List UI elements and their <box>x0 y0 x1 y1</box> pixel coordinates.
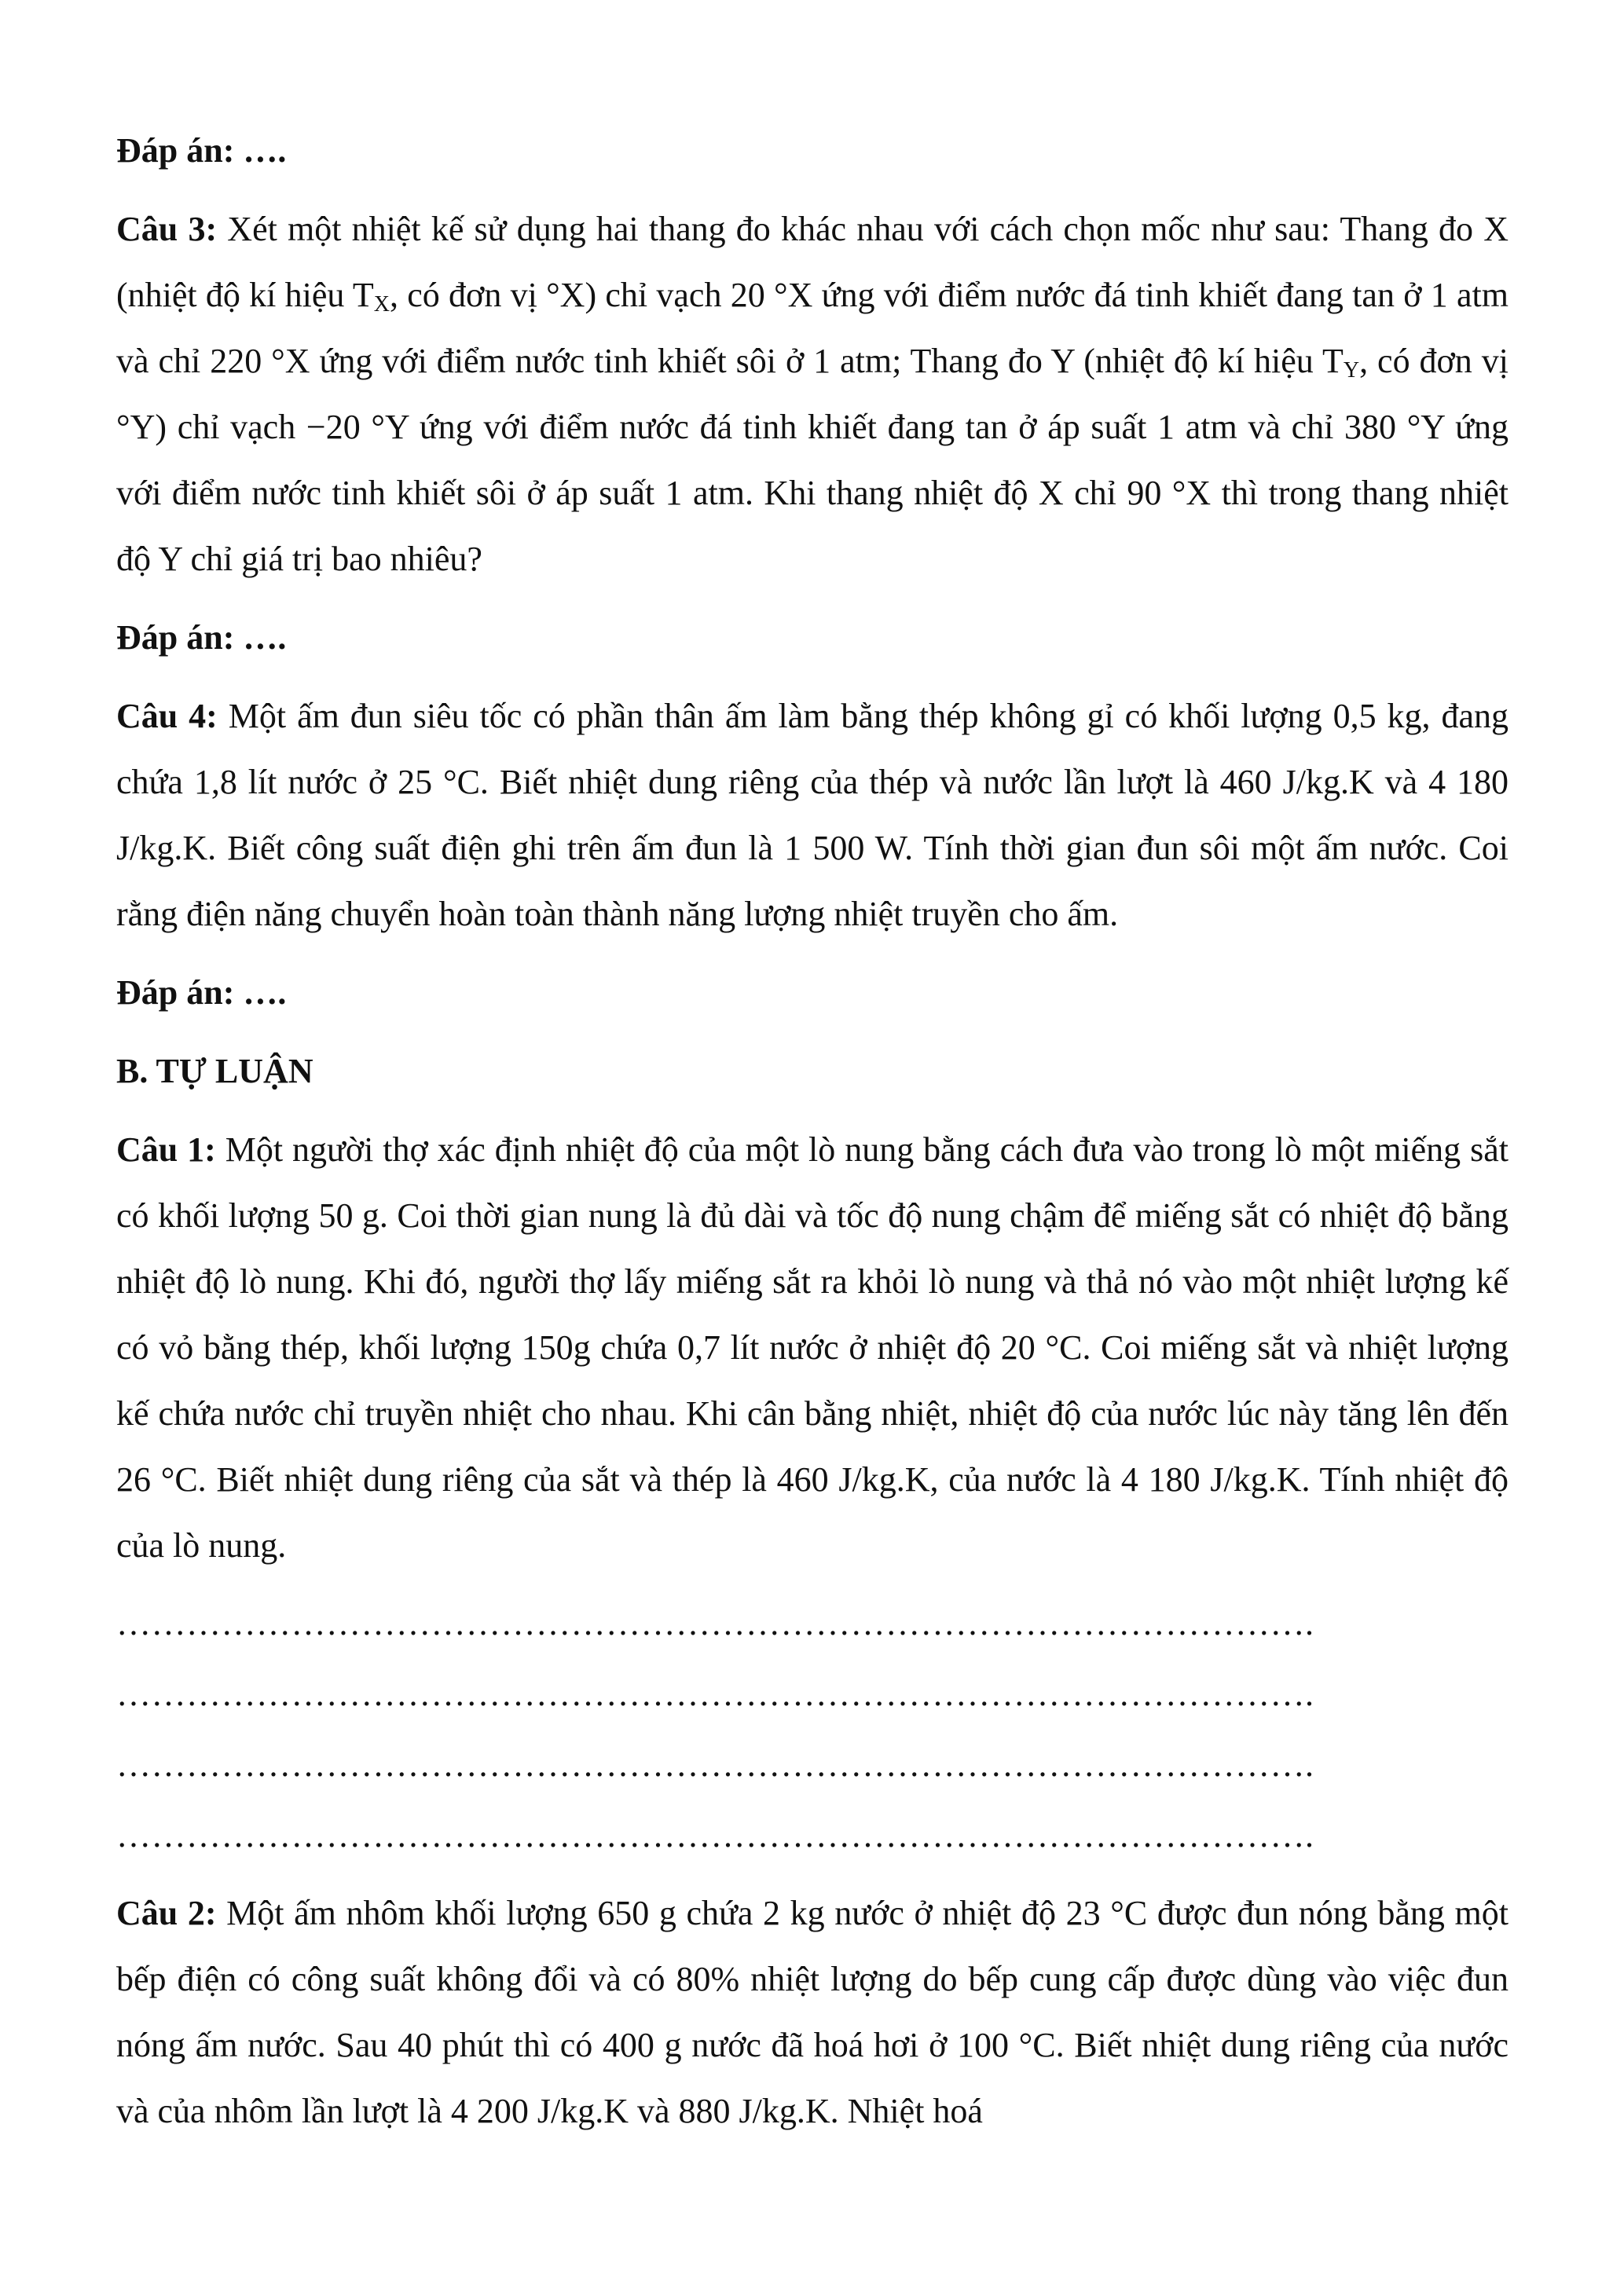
answer-line-q2: Đáp án: …. <box>116 131 287 170</box>
question-3 <box>116 196 1509 592</box>
essay-question-1 <box>116 1117 1509 1579</box>
subscript-x: X <box>373 292 390 317</box>
answer-line-q3: Đáp án: …. <box>116 618 287 657</box>
essay-question-1-text: Một người thợ xác định nhiệt độ của một lò nung bằng cách đưa vào trong lò một miếng sắt có khối lượng 50 g. Coi thời gian nung là đủ dài và tốc độ nung chậm để miếng sắt có nhiệt độ bằng nhiệt độ lò nung. Khi đó, người thợ lấy miếng sắt ra khỏi lò nung và thả nó vào một nhiệt lượng kế có vỏ bằng thép, khối lượng 150g chứa 0,7 lít nước ở nhiệt độ 20 °C. Coi miếng sắt và nhiệt lượng kế chứa nước chỉ truyền nhiệt cho nhau. Khi cân bằng nhiệt, nhiệt độ của nước lúc này tăng lên đến 26 °C. Biết nhiệt dung riêng của sắt và thép là 460 J/kg.K, của nước là 4 180 J/kg.K. Tính nhiệt độ của lò nung. <box>116 1130 1509 1565</box>
dotted-line: …………………………………………………………………………………………. <box>116 1675 1314 1713</box>
essay-question-2-text: Một ấm nhôm khối lượng 650 g chứa 2 kg nước ở nhiệt độ 23 °C được đun nóng bằng một bếp điện có công suất không đổi và có 80% nhiệt lượng do bếp cung cấp được dùng vào việc đun nóng ấm nước. Sau 40 phút thì có 400 g nước đã hoá hơi ở 100 °C. Biết nhiệt dung riêng của nước và của nhôm lần lượt là 4 200 J/kg.K và 880 J/kg.K. Nhiệt hoá <box>116 1894 1509 2130</box>
question-3-label: Câu 3: <box>116 210 218 248</box>
essay-question-1-label: Câu 1: <box>116 1130 216 1169</box>
question-4 <box>116 683 1509 947</box>
dotted-line: …………………………………………………………………………………………. <box>116 1604 1314 1642</box>
essay-question-2-label: Câu 2: <box>116 1894 217 1932</box>
question-3-text-2: , có đơn vị °X) chỉ vạch 20 °X ứng với điểm nước đá tinh khiết đang tan ở 1 atm và chỉ 220 °X ứng với điểm nước tinh khiết sôi ở 1 atm; Thang đo Y (nhiệt độ kí hiệu T <box>116 276 1509 380</box>
essay-question-2 <box>116 1880 1509 2144</box>
question-3-text-3: , có đơn vị °Y) chỉ vạch −20 °Y ứng với điểm nước đá tinh khiết đang tan ở áp suất 1 atm và chỉ 380 °Y ứng với điểm nước tinh khiết sôi ở áp suất 1 atm. Khi thang nhiệt độ X chỉ 90 °X thì trong thang nhiệt độ Y chỉ giá trị bao nhiêu? <box>116 342 1509 578</box>
dotted-line: …………………………………………………………………………………………. <box>116 1745 1314 1784</box>
answer-dotted-lines <box>116 1588 1509 1871</box>
question-4-label: Câu 4: <box>116 697 218 735</box>
document-page <box>116 118 1509 2157</box>
question-3-text-1: Xét một nhiệt kế sử dụng hai thang đo khác nhau với cách chọn mốc như sau: Thang đo X (nhiệt độ kí hiệu T <box>116 210 1509 314</box>
question-4-text: Một ấm đun siêu tốc có phần thân ấm làm bằng thép không gỉ có khối lượng 0,5 kg, đang chứa 1,8 lít nước ở 25 °C. Biết nhiệt dung riêng của thép và nước lần lượt là 460 J/kg.K và 4 180 J/kg.K. Biết công suất điện ghi trên ấm đun là 1 500 W. Tính thời gian đun sôi một ấm nước. Coi rằng điện năng chuyển hoàn toàn thành năng lượng nhiệt truyền cho ấm. <box>116 697 1509 933</box>
dotted-line: …………………………………………………………………………………………. <box>116 1816 1314 1855</box>
answer-line-q4: Đáp án: …. <box>116 973 287 1012</box>
subscript-y: Y <box>1343 358 1360 383</box>
section-heading-essay: B. TỰ LUẬN <box>116 1052 313 1090</box>
